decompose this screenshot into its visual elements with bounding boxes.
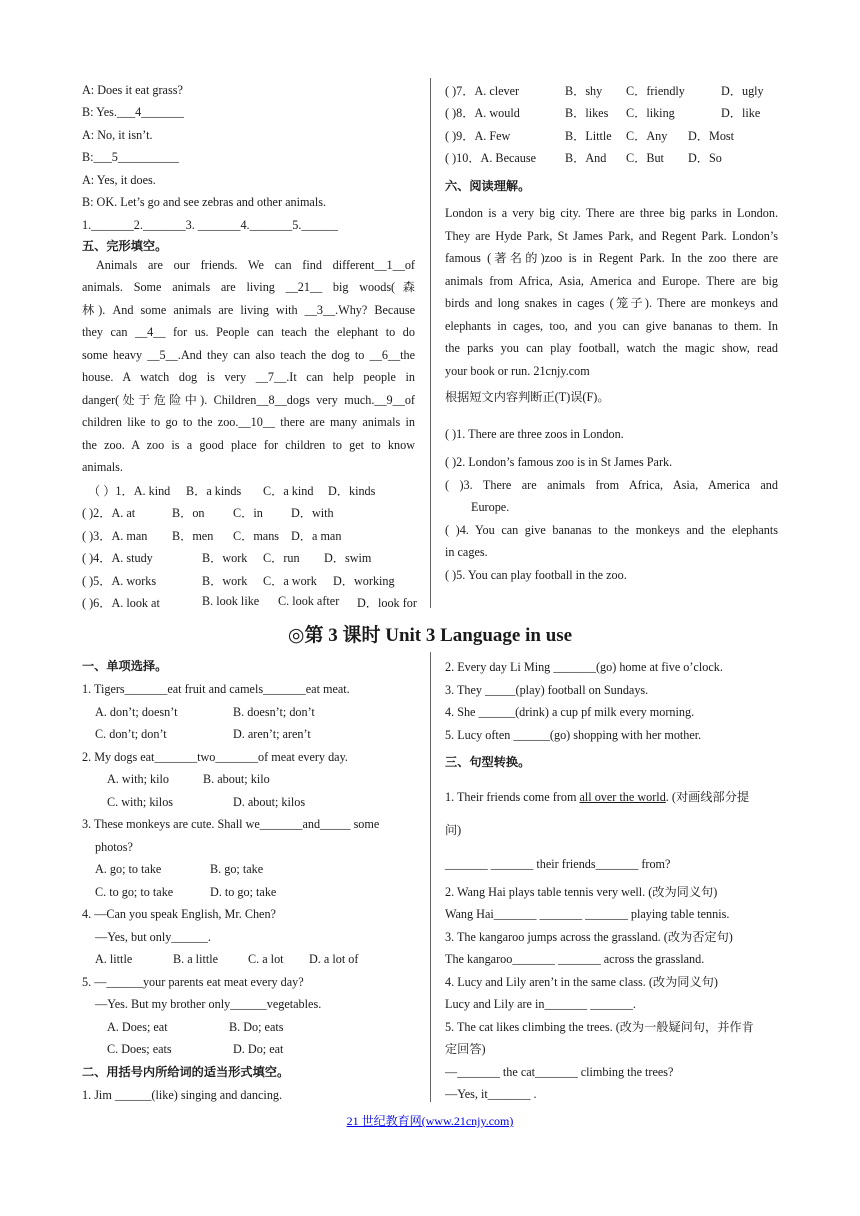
cloze-line: they can __4__ for us. People can teach the elephant to do [82, 325, 415, 339]
dialog-line: B: Yes.___4_______ [82, 105, 184, 119]
option-row [445, 82, 778, 98]
transform-question: 3. The kangaroo jumps across the grassland. (改为否定句) [445, 930, 733, 944]
mc-heading: 一、单项选择。 [82, 659, 168, 673]
reading-line: your book or run. 21cnjy.com [445, 364, 590, 378]
transform-question: 2. Wang Hai plays table tennis very well. (改为同义句) [445, 885, 718, 899]
transform-question-cont: 定回答) [445, 1042, 486, 1056]
option-row [82, 482, 415, 498]
option-d: D．swim [324, 551, 372, 565]
reading-line: London is a very big city. There are three big parks in London. [445, 206, 778, 220]
option-question: ( )10．A. Because [445, 151, 537, 165]
dialog-line: A: Does it eat grass? [82, 83, 183, 97]
column-divider-top [430, 78, 431, 608]
option-d: D．So [688, 151, 722, 165]
mc-option: D. a lot of [309, 952, 359, 966]
option-d: D．kinds [328, 484, 376, 498]
mc-option: A. Does; eat [107, 1020, 168, 1034]
mc-option: D. to go; take [210, 885, 277, 899]
transform-question-cont: 问) [445, 823, 462, 837]
option-question: ( )4．A. study [82, 551, 153, 565]
transform-heading: 三、句型转换。 [445, 755, 531, 769]
cloze-line: house. A watch dog is very __7__.It can help people in [82, 370, 415, 384]
reading-line: elephants in cages, too, and you can give bananas to them. In [445, 319, 778, 333]
tf-statement: ( )4. You can give bananas to the monkeys and the elephants [445, 523, 778, 537]
mc-option: A. with; kilo [107, 772, 169, 786]
option-c: C．liking [626, 106, 675, 120]
cloze-line: some heavy __5__.And they can also teach the dog to __6__the [82, 348, 415, 362]
option-row [445, 127, 778, 143]
dialog-answer-blanks: 1._______2._______3. _______4._______5.______ [82, 218, 338, 232]
transform-question: 4. Lucy and Lily aren’t in the same class. (改为同义句) [445, 975, 718, 989]
section-title: ◎第 3 课时 Unit 3 Language in use [287, 625, 573, 646]
mc-option: A. go; to take [95, 862, 162, 876]
option-question: ( )6．A. look at [82, 596, 160, 610]
reading-heading: 六、阅读理解。 [445, 179, 531, 193]
transform-answer: —Yes, it_______ . [445, 1087, 537, 1101]
option-c: C．mans [233, 529, 280, 543]
transform-text: 1. Their friends come from [445, 790, 580, 804]
reading-line: They are Hyde Park, St James Park, and Regent Park. London’s [445, 229, 778, 243]
footer-link[interactable]: 21 世纪教育网(www.21cnjy.com) [346, 1114, 514, 1128]
option-c: C．friendly [626, 84, 685, 98]
option-b: B．on [172, 506, 205, 520]
dialog-line: B:___5__________ [82, 150, 179, 164]
mc-option: B. about; kilo [203, 772, 270, 786]
mc-option: D. about; kilos [233, 795, 306, 809]
option-c: C．But [626, 151, 664, 165]
transform-answer: Lucy and Lily are in_______ _______. [445, 997, 636, 1011]
option-c: C．run [263, 551, 300, 565]
mc-question: 1. Tigers_______eat fruit and camels_______eat meat. [82, 682, 350, 696]
mc-option: B. Do; eats [229, 1020, 284, 1034]
mc-option: B. doesn’t; don’t [233, 705, 315, 719]
mc-option: A. little [95, 952, 133, 966]
mc-option: D. Do; eat [233, 1042, 284, 1056]
option-question: ( )8．A. would [445, 106, 520, 120]
transform-answer: Wang Hai_______ _______ _______ playing table tennis. [445, 907, 730, 921]
option-question: ( )7．A. clever [445, 84, 520, 98]
cloze-line: Animals are our friends. We can find different__1__of [96, 258, 415, 272]
mc-question: 5. —______your parents eat meat every day? [82, 975, 304, 989]
cloze-line: 林). And some animals are living with __3__.Why? Because [82, 303, 415, 317]
mc-option: D. aren’t; aren’t [233, 727, 311, 741]
option-c: C．Any [626, 129, 668, 143]
fill-question: 5. Lucy often ______(go) shopping with her mother. [445, 728, 702, 742]
option-b: B．men [172, 529, 214, 543]
mc-option: C. with; kilos [107, 795, 174, 809]
option-b: B．likes [565, 106, 609, 120]
option-question: ( )9．A. Few [445, 129, 511, 143]
cloze-line: animals. [82, 460, 123, 474]
option-c: C．in [233, 506, 263, 520]
underlined-phrase: all over the world [579, 790, 666, 804]
option-d: D．look for [357, 596, 417, 610]
option-b: B. look like [202, 594, 260, 608]
cloze-line: children like to go to the zoo.__10__ there are many animals in [82, 415, 415, 429]
mc-option: C. to go; to take [95, 885, 174, 899]
mc-option: B. a little [173, 952, 219, 966]
fill-question: 1. Jim ______(like) singing and dancing. [82, 1088, 283, 1102]
dialog-line: A: No, it isn’t. [82, 128, 153, 142]
mc-option: A. don’t; doesn’t [95, 705, 178, 719]
option-question: ( )2．A. at [82, 506, 136, 520]
option-d: D．Most [688, 129, 735, 143]
transform-question: 5. The cat likes climbing the trees. (改为一般疑问句，并作肯 [445, 1020, 754, 1034]
option-row [82, 527, 415, 543]
option-d: D．ugly [721, 84, 764, 98]
mc-question: 2. My dogs eat_______two_______of meat every day. [82, 750, 348, 764]
cloze-heading: 五、完形填空。 [82, 239, 168, 253]
option-b: B．And [565, 151, 607, 165]
option-row [445, 104, 778, 120]
option-c: C. look after [278, 594, 340, 608]
dialog-line: A: Yes, it does. [82, 173, 156, 187]
mc-question-cont: —Yes. But my brother only______vegetables. [95, 997, 322, 1011]
tf-statement-cont: in cages. [445, 545, 488, 559]
tf-statement: ( )5. You can play football in the zoo. [445, 568, 627, 582]
option-b: B．work [202, 551, 248, 565]
mc-question-cont: —Yes, but only______. [95, 930, 211, 944]
transform-answer: —_______ the cat_______ climbing the trees? [445, 1065, 674, 1079]
transform-question [445, 789, 749, 805]
tf-statement: ( )2. London’s famous zoo is in St James Park. [445, 455, 673, 469]
transform-answer: The kangaroo_______ _______ across the grassland. [445, 952, 705, 966]
option-row [82, 594, 415, 610]
tf-statement: ( )3. There are animals from Africa, Asia, America and [445, 478, 778, 492]
option-b: B．a kinds [186, 484, 242, 498]
fill-heading: 二、用括号内所给词的适当形式填空。 [82, 1065, 290, 1079]
transform-text: . (对画线部分提 [665, 790, 750, 804]
mc-option: B. go; take [210, 862, 264, 876]
option-d: D．with [291, 506, 334, 520]
footer [0, 1112, 860, 1129]
reading-line: birds and long snakes in cages (笼子). There are monkeys and [445, 296, 778, 310]
option-row [82, 572, 415, 588]
option-d: D．a man [291, 529, 342, 543]
mc-option: C. don’t; don’t [95, 727, 167, 741]
option-d: D．working [333, 574, 395, 588]
mc-question: 3. These monkeys are cute. Shall we_______and_____ some [82, 817, 380, 831]
mc-option: C. Does; eats [107, 1042, 172, 1056]
mc-question-cont: photos? [95, 840, 133, 854]
option-b: B．shy [565, 84, 603, 98]
tf-statement-cont: Europe. [471, 500, 510, 514]
option-c: C．a work [263, 574, 317, 588]
option-question: ( )3．A. man [82, 529, 148, 543]
column-divider-bottom [430, 652, 431, 1102]
option-row [82, 504, 415, 520]
dialog-line: B: OK. Let’s go and see zebras and other animals. [82, 195, 327, 209]
tf-statement: ( )1. There are three zoos in London. [445, 427, 624, 441]
option-d: D．like [721, 106, 761, 120]
reading-line: the parks you can play football, watch the magic show, read [445, 341, 778, 355]
cloze-line: the zoo. A zoo is a good place for children to get to know [82, 438, 415, 452]
cloze-line: danger(处于危险中). Children__8__dogs very much.__9__of [82, 393, 415, 407]
fill-question: 4. She ______(drink) a cup pf milk every morning. [445, 705, 695, 719]
option-question: （ ）1．A. kind [88, 484, 171, 498]
mc-option: C. a lot [248, 952, 284, 966]
reading-line: famous (著名的)zoo is in Regent Park. In the zoo there are [445, 251, 778, 265]
fill-question: 3. They _____(play) football on Sundays. [445, 683, 649, 697]
option-row [445, 149, 778, 165]
transform-answer: _______ _______ their friends_______ from? [445, 857, 671, 871]
option-question: ( )5．A. works [82, 574, 157, 588]
option-row [82, 549, 415, 565]
reading-line: animals from Africa, Asia, America and Europe. There are big [445, 274, 778, 288]
mc-question: 4. —Can you speak English, Mr. Chen? [82, 907, 276, 921]
cloze-line: animals. Some animals are living __21__ big woods(森 [82, 280, 415, 294]
option-b: B．work [202, 574, 248, 588]
option-c: C．a kind [263, 484, 314, 498]
option-b: B．Little [565, 129, 612, 143]
reading-instruction: 根据短文内容判断正(T)误(F)。 [445, 390, 610, 404]
fill-question: 2. Every day Li Ming _______(go) home at five o’clock. [445, 660, 723, 674]
